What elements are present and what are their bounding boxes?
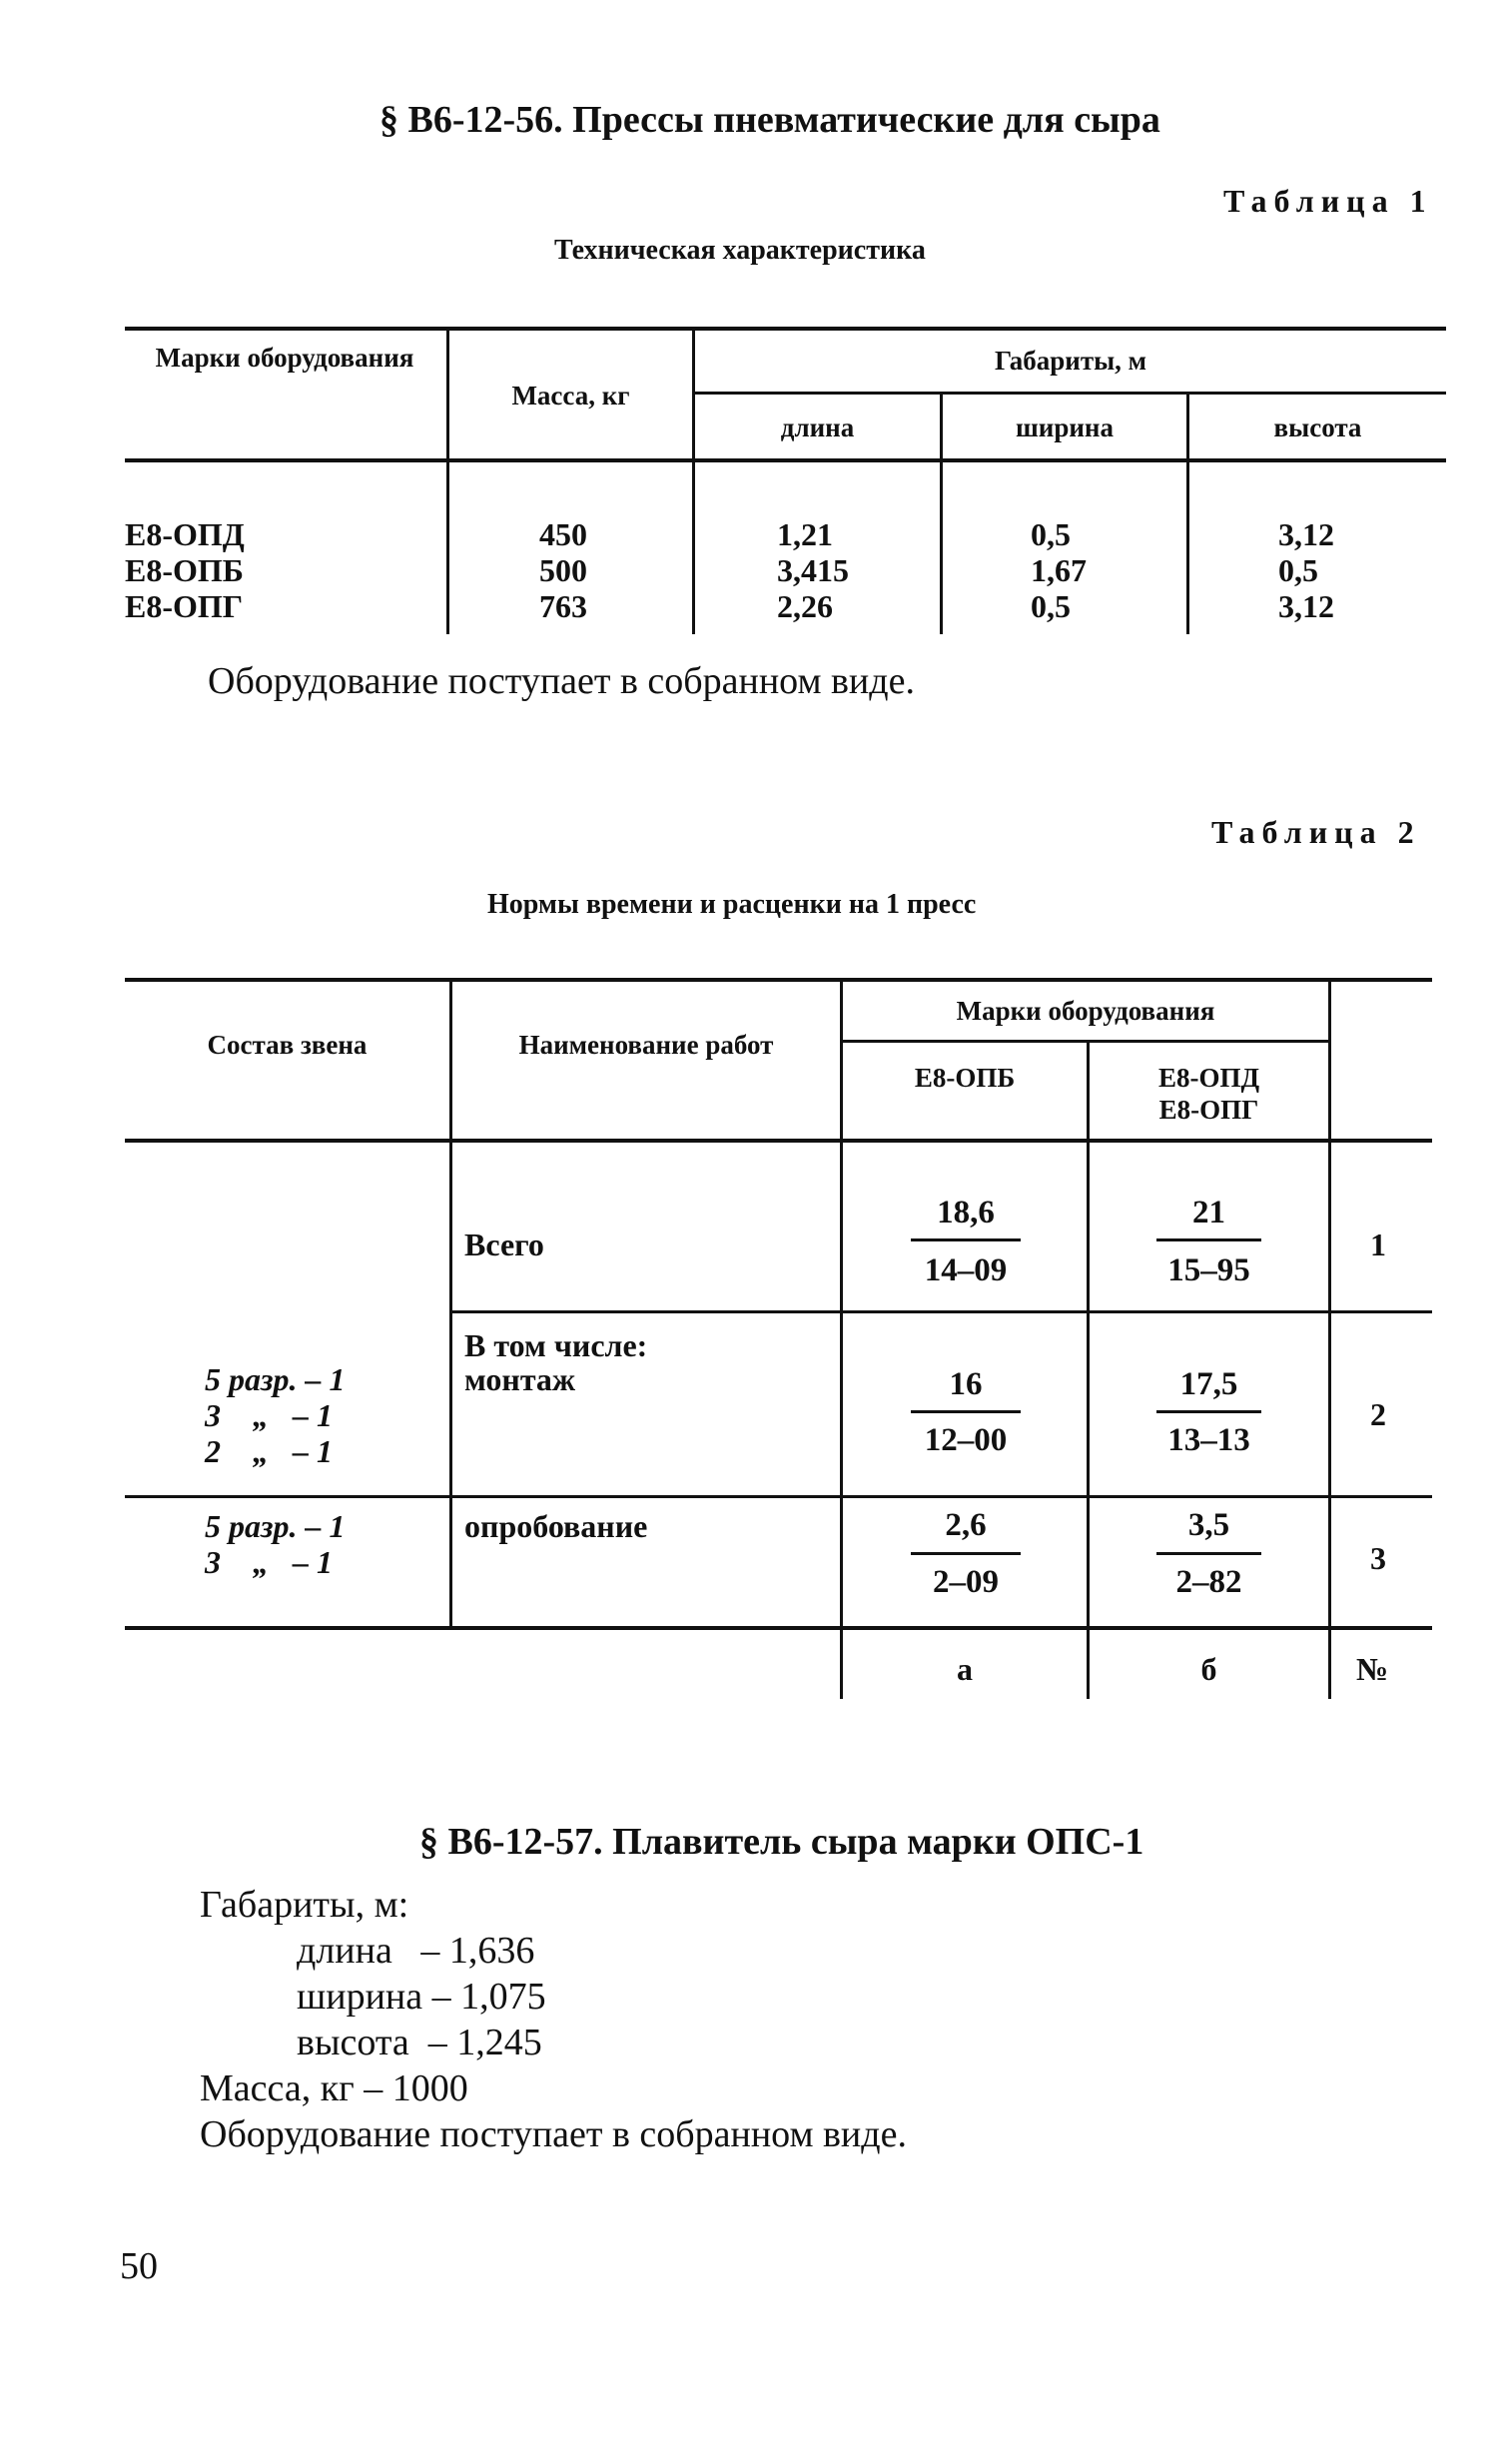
table1-header-width: ширина [1016, 412, 1114, 442]
table2-header-brands: Марки оборудования [956, 996, 1215, 1026]
rate-a-bottom: 2–09 [933, 1564, 999, 1600]
table1-cell-width: 1,67 [1031, 552, 1087, 588]
rate-b-top: 17,5 [1179, 1366, 1238, 1402]
table2-row-number: 1 [1370, 1227, 1386, 1262]
table2-cell-crew: 5 разр. – 1 [205, 1361, 346, 1397]
table2-cell-work: монтаж [464, 1361, 576, 1397]
table2-footer-number: № [1356, 1651, 1389, 1687]
table1-cell-brand: Е8-ОПД [125, 516, 245, 552]
page-number: 50 [120, 2245, 158, 2287]
table1-cell-height: 3,12 [1278, 516, 1334, 552]
rate-a-top: 18,6 [937, 1195, 995, 1230]
section-title-b6-12-56: § В6-12-56. Прессы пневматические для сыра [379, 99, 1160, 141]
table2-header-col-a: Е8-ОПБ [914, 1063, 1016, 1093]
table2-header-crew: Состав звена [207, 1030, 368, 1060]
table1-header-length: длина [780, 412, 855, 442]
table1-cell-length: 1,21 [777, 516, 833, 552]
spec-mass: Масса, кг – 1000 [200, 2067, 468, 2109]
rate-b-bottom: 2–82 [1175, 1564, 1242, 1600]
table2-cell-work: Всего [464, 1227, 544, 1262]
table1-cell-brand: Е8-ОПГ [125, 588, 244, 624]
rate-b-top: 3,5 [1187, 1507, 1230, 1543]
table1-cell-mass: 450 [539, 516, 587, 552]
table1-cell-length: 2,26 [777, 588, 833, 624]
table2-header-col-b-1: Е8-ОПД [1157, 1063, 1260, 1093]
table1-cell-mass: 763 [539, 588, 587, 624]
table2-cell-crew: 3 „ – 1 [205, 1544, 333, 1580]
table2-cell-crew: 5 разр. – 1 [205, 1508, 346, 1544]
table2-cell-work: В том числе: [464, 1327, 648, 1363]
table1-cell-length: 3,415 [777, 552, 849, 588]
rate-a-bottom: 14–09 [924, 1252, 1008, 1288]
table2-cell-crew: 3 „ – 1 [205, 1397, 333, 1433]
table2-cell-work: опробование [464, 1508, 648, 1544]
table2-header-work: Наименование работ [518, 1030, 774, 1060]
table1-header-dims: Габариты, м [994, 346, 1147, 376]
table1-cell-brand: Е8-ОПБ [125, 552, 244, 588]
spec-dims-heading: Габариты, м: [200, 1884, 409, 1926]
table1-cell-width: 0,5 [1031, 588, 1071, 624]
table2-caption: Нормы времени и расценки на 1 пресс [487, 889, 977, 920]
note-assembled-2: Оборудование поступает в собранном виде. [200, 2113, 907, 2155]
table2-footer-col-b: б [1200, 1651, 1217, 1687]
table1-caption: Техническая характеристика [554, 235, 926, 266]
spec-height: высота – 1,245 [297, 2022, 542, 2063]
table1-cell-width: 0,5 [1031, 516, 1071, 552]
note-assembled: Оборудование поступает в собранном виде. [208, 660, 915, 702]
table1-cell-height: 3,12 [1278, 588, 1334, 624]
table2-number: Таблица 2 [1211, 814, 1421, 850]
table1-cell-height: 0,5 [1278, 552, 1318, 588]
table2-row-number: 3 [1370, 1540, 1386, 1576]
table1-header-height: высота [1273, 412, 1362, 442]
table1-cell-mass: 500 [539, 552, 587, 588]
table1-header-mass: Масса, кг [511, 381, 630, 410]
table2-footer-col-a: а [957, 1651, 973, 1687]
table2-row-number: 2 [1370, 1396, 1386, 1432]
table2-cell-crew: 2 „ – 1 [205, 1433, 333, 1469]
table1-header-brand: Марки оборудования [155, 343, 414, 373]
rate-b-bottom: 13–13 [1167, 1422, 1250, 1458]
section-title-b6-12-57: § В6-12-57. Плавитель сыра марки ОПС-1 [419, 1821, 1144, 1863]
rate-a-top: 16 [949, 1366, 983, 1402]
table1-number: Таблица 1 [1223, 183, 1433, 219]
rate-a-top: 2,6 [945, 1507, 987, 1543]
spec-length: длина – 1,636 [297, 1930, 535, 1972]
table2-header-col-b-2: Е8-ОПГ [1158, 1095, 1259, 1125]
rate-b-top: 21 [1192, 1195, 1225, 1230]
rate-b-bottom: 15–95 [1167, 1252, 1250, 1288]
rate-a-bottom: 12–00 [924, 1422, 1008, 1458]
spec-width: ширина – 1,075 [297, 1976, 546, 2018]
